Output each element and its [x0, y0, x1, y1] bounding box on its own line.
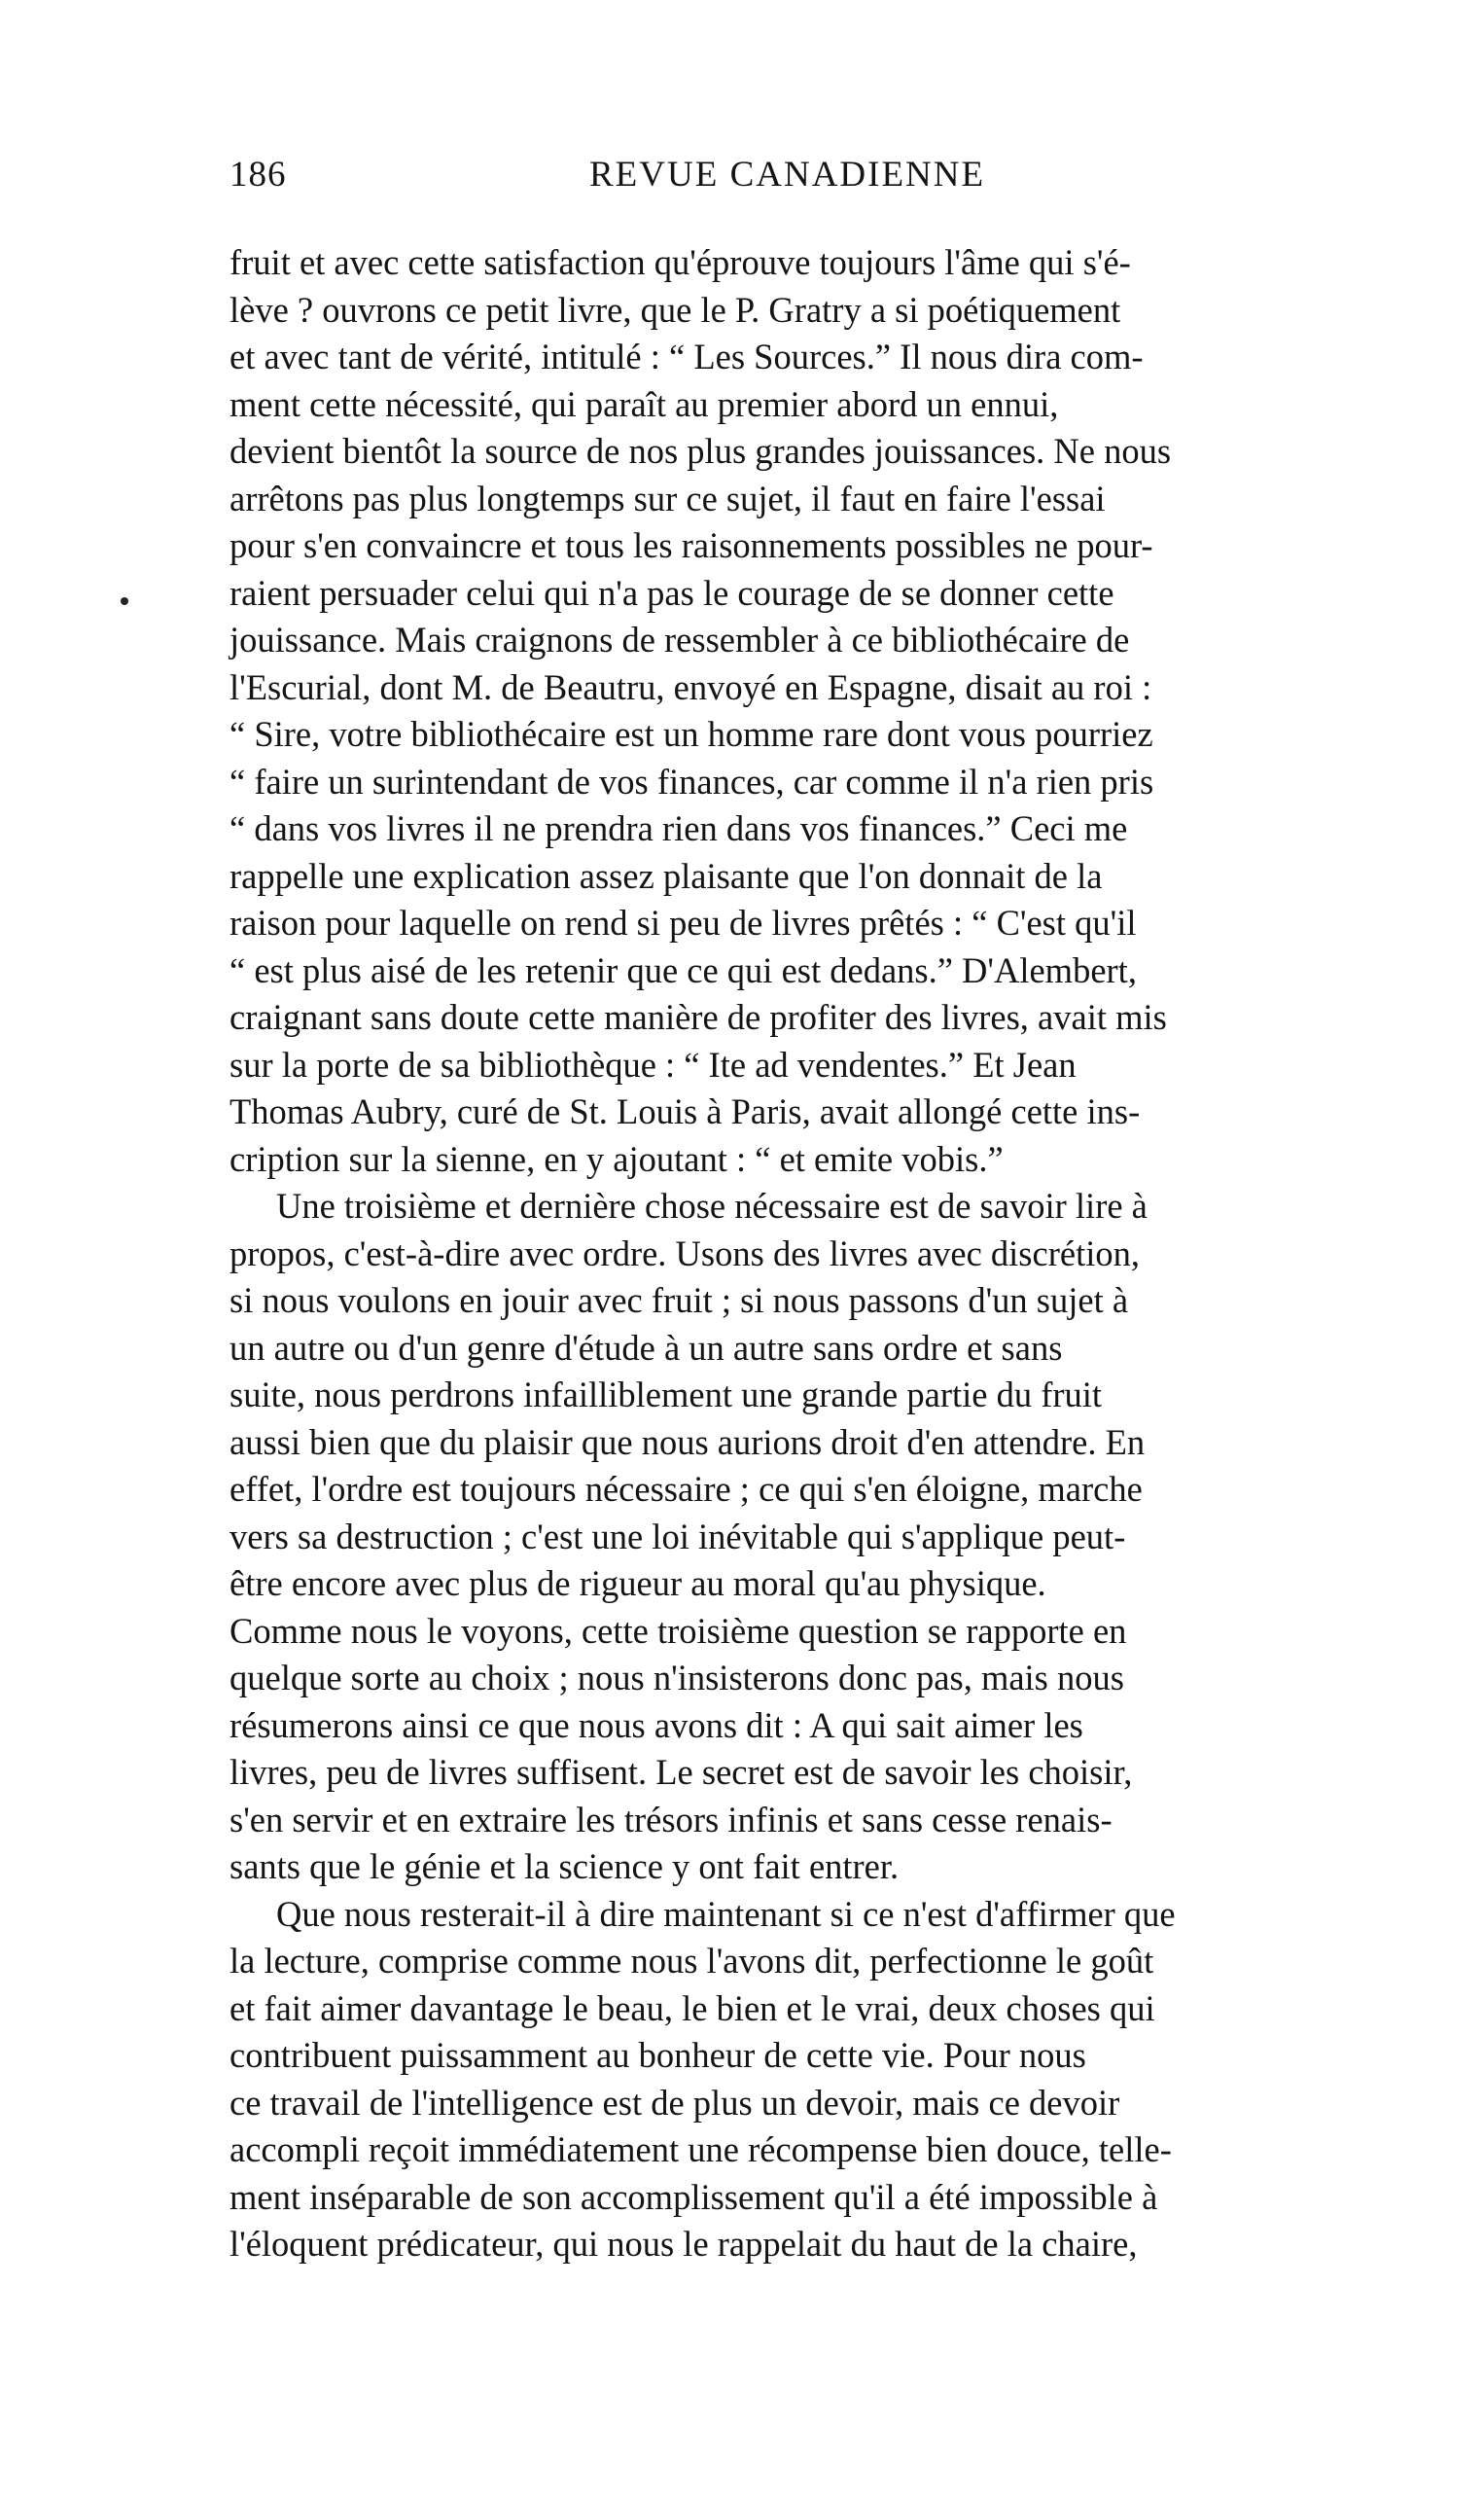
text-line: vers sa destruction ; c'est une loi inévitable qui s'applique peut- [230, 1516, 1126, 1556]
text-line: Une troisième et dernière chose nécessaire est de savoir lire à [276, 1186, 1148, 1226]
text-line: propos, c'est-à-dire avec ordre. Usons des livres avec discrétion, [230, 1232, 1140, 1273]
text-line: Que nous resterait-il à dire maintenant si ce n'est d'affirmer que [276, 1893, 1176, 1934]
text-line: ment cette nécessité, qui paraît au premier abord un ennui, [230, 383, 1059, 424]
text-line: ment inséparable de son accomplissement qu'il a été impossible à [230, 2176, 1158, 2217]
text-line: être encore avec plus de rigueur au moral qu'au physique. [230, 1563, 1046, 1603]
text-line: quelque sorte au choix ; nous n'insisterons donc pas, mais nous [230, 1658, 1124, 1697]
text-line: sants que le génie et la science y ont fait entrer. [230, 1846, 900, 1886]
text-line: suite, nous perdrons infailliblement une grande partie du fruit [230, 1375, 1103, 1414]
text-line: effet, l'ordre est toujours nécessaire ; ce qui s'en éloigne, marche [230, 1469, 1143, 1509]
text-line: ce travail de l'intelligence est de plus un devoir, mais ce devoir [230, 2082, 1120, 2123]
text-line: si nous voulons en jouir avec fruit ; si nous passons d'un sujet à [230, 1280, 1129, 1320]
text-line: sur la porte de sa bibliothèque : “ Ite ad vendentes.” Et Jean [230, 1044, 1077, 1085]
text-line: accompli reçoit immédiatement une récompense bien douce, telle- [230, 2129, 1172, 2169]
page-header [230, 154, 1033, 202]
text-line: la lecture, comprise comme nous l'avons dit, perfectionne le goût [230, 1941, 1154, 1981]
text-line: cription sur la sienne, en y ajoutant : “ et emite vobis.” [230, 1138, 1004, 1179]
text-line: aussi bien que du plaisir que nous aurions droit d'en attendre. En [230, 1421, 1146, 1462]
text-line: “ est plus aisé de les retenir que ce qui est dedans.” D'Alembert, [230, 949, 1137, 990]
margin-dot [121, 597, 128, 605]
text-line: “ faire un surintendant de vos finances, car comme il n'a rien pris [230, 761, 1154, 802]
text-line: lève ? ouvrons ce petit livre, que le P. Gratry a si poétiquement [230, 289, 1121, 330]
text-line: s'en servir et en extraire les trésors infinis et sans cesse renais- [230, 1799, 1113, 1839]
text-line: “ dans vos livres il ne prendra rien dans vos finances.” Ceci me [230, 808, 1128, 848]
running-title: REVUE CANADIENNE [589, 155, 986, 195]
text-line: pour s'en convaincre et tous les raisonnements possibles ne pour- [230, 525, 1153, 565]
text-line: craignant sans doute cette manière de profiter des livres, avait mis [230, 997, 1167, 1037]
text-line: résumerons ainsi ce que nous avons dit : A qui sait aimer les [230, 1704, 1083, 1745]
text-line: Thomas Aubry, curé de St. Louis à Paris, avait allongé cette ins- [230, 1091, 1141, 1131]
text-line: un autre ou d'un genre d'étude à un autre sans ordre et sans [230, 1327, 1063, 1368]
text-line: jouissance. Mais craignons de ressembler à ce bibliothécaire de [230, 620, 1130, 660]
text-line: fruit et avec cette satisfaction qu'éprouve toujours l'âme qui s'é- [230, 242, 1131, 282]
text-line: “ Sire, votre bibliothécaire est un homme rare dont vous pourriez [230, 714, 1153, 754]
text-line: rappelle une explication assez plaisante que l'on donnait de la [230, 855, 1103, 896]
text-line: devient bientôt la source de nos plus grandes jouissances. Ne nous [230, 431, 1172, 471]
text-line: arrêtons pas plus longtemps sur ce sujet, il faut en faire l'essai [230, 478, 1106, 518]
body-text [230, 239, 1176, 2268]
text-line: contribuent puissamment au bonheur de cette vie. Pour nous [230, 2035, 1086, 2075]
text-line: raient persuader celui qui n'a pas le courage de se donner cette [230, 572, 1114, 613]
text-line: Comme nous le voyons, cette troisième question se rapporte en [230, 1610, 1127, 1651]
text-line: raison pour laquelle on rend si peu de livres prêtés : “ C'est qu'il [230, 903, 1137, 943]
text-line: et avec tant de vérité, intitulé : “ Les Sources.” Il nous dira com- [230, 337, 1144, 376]
text-line: et fait aimer davantage le beau, le bien et le vrai, deux choses qui [230, 1987, 1155, 2028]
text-line: l'Escurial, dont M. de Beautru, envoyé en Espagne, disait au roi : [230, 666, 1152, 707]
text-line: livres, peu de livres suffisent. Le secret est de savoir les choisir, [230, 1752, 1133, 1792]
page-number: 186 [230, 155, 287, 195]
text-line: l'éloquent prédicateur, qui nous le rappelait du haut de la chaire, [230, 2224, 1138, 2264]
